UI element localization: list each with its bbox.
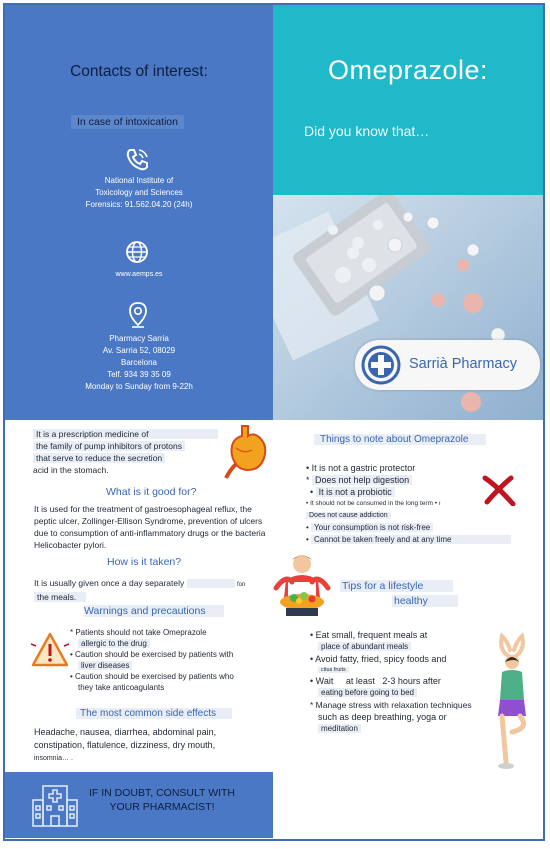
intro-line1: It is a prescription medicine of (33, 429, 218, 439)
tip-stress-1: Manage stress with relaxation techniques (315, 700, 472, 710)
note-item5: Does not cause addiction (306, 512, 391, 519)
pharmacy-line2: Av. Sarria 52, 08029 (102, 346, 176, 355)
note-item: * Does not help digestion (306, 474, 536, 486)
lifestyle-item: • Eat small, frequent meals at (310, 630, 428, 640)
side-effects-text (34, 726, 274, 765)
tip-meals-1: Eat small, frequent meals at (315, 630, 428, 640)
tip-avoid: Avoid fatty, fried, spicy foods and (315, 654, 447, 664)
warning-item3-line1: Caution should be exercised by patients who (75, 672, 234, 681)
page-title: Omeprazole: (327, 55, 489, 85)
taken-redaction (187, 579, 235, 588)
good-for-line4: Helicobacter pylori. (34, 540, 107, 550)
note-item2: Does not help digestion (312, 475, 412, 485)
lifestyle-item: * Manage stress with relaxation techniques (310, 700, 472, 710)
consult-line1: IF IN DOUBT, CONSULT WITH (88, 787, 236, 799)
side-effects-heading: The most common side effects (76, 708, 232, 719)
location-pin-icon (127, 301, 149, 329)
consult-banner (5, 772, 273, 838)
lifestyle-heading: Tips for a lifestyle (340, 580, 453, 592)
lifestyle-item: • Avoid fatty, fried, spicy foods and (310, 654, 447, 664)
intro-line2: the family of pump inhibitors of protons (33, 441, 185, 451)
note-item: • Your consumption is not risk-free (306, 522, 536, 534)
warning-item: • Caution should be exercised by patients with liver diseases (70, 650, 234, 670)
title-panel (273, 5, 543, 195)
toxicology-line1: National Institute of (104, 176, 174, 185)
notes-heading: Things to note about Omeprazole (314, 434, 486, 445)
good-for-line1: It is used for the treatment of gastroesophageal reflux, the (34, 504, 252, 514)
note-item: • Cannot be taken freely and at any time (306, 534, 536, 546)
red-x-icon (481, 474, 517, 506)
intro-line4: acid in the stomach. (33, 465, 109, 475)
warning-item1-line1: Patients should not take Omeprazole (75, 628, 207, 637)
pharmacy-line3: Barcelona (120, 358, 158, 367)
tip-wait-3: 2-3 hours after (382, 676, 441, 686)
note-item3: It is not a probiotic (316, 487, 395, 497)
taken-line1-tail: fon (237, 582, 246, 588)
consult-message (57, 786, 267, 814)
globe-icon (124, 239, 150, 265)
good-for-line2: peptic ulcer, Zollinger-Ellison Syndrome, prevention of ulcers (34, 516, 263, 526)
tip-meals-note: citus fruits (318, 667, 349, 673)
warning-item1-line2: allergic to the drug (78, 639, 150, 648)
taken-line2: the meals. (34, 592, 86, 602)
note-item: • It should not be consumed in the long term • ı (306, 500, 441, 507)
note-item6: Your consumption is not risk-free (311, 523, 433, 532)
warning-item2-line2: liver diseases (78, 661, 132, 670)
contacts-title: Contacts of interest: (70, 63, 208, 80)
note-item7: Cannot be taken freely and at any time (311, 535, 511, 544)
note-item4: It should not be consumed in the long term (310, 500, 433, 507)
intro-line3: that serve to reduce the secretion (33, 453, 165, 463)
pharmacy-line5: Monday to Sunday from 9-22h (85, 382, 193, 391)
pharmacy-line4: Telf. 934 39 35 09 (107, 370, 171, 379)
good-for-text (34, 503, 274, 551)
pharmacy-contact (39, 333, 239, 393)
tip-wait-4: eating before going to bed (318, 688, 417, 697)
toxicology-line2: Toxicology and Sciences (95, 188, 183, 197)
lifestyle-heading-2: healthy (392, 595, 458, 607)
website-link[interactable]: www.aemps.es (115, 271, 163, 278)
page-subtitle: Did you know that… (304, 123, 430, 139)
tip-stress-2: such as deep breathing, yoga or (318, 712, 447, 722)
contacts-panel (5, 5, 273, 420)
healthy-food-person-icon (272, 552, 336, 618)
tip-wait-1: Wait (315, 676, 334, 686)
phone-icon (123, 146, 151, 174)
pharmacy-cross-icon (361, 345, 401, 385)
warning-item3-line2: they take anticoagulants (78, 683, 165, 692)
logo-name: Sarrià Pharmacy (409, 356, 517, 372)
side-effects-line3: insomnia… . (34, 755, 73, 762)
toxicology-line3: Forensics: 91.562.04.20 (24h) (85, 200, 193, 209)
yoga-person-icon (488, 632, 536, 772)
warning-item: * Patients should not take Omeprazole allergic to the drug (70, 628, 207, 648)
pharmacy-logo (355, 340, 540, 390)
tip-stress-3: meditation (318, 724, 361, 733)
intoxication-label: In case of intoxication (71, 115, 184, 129)
side-effects-line2: constipation, flatulence, dizziness, dry mouth, (34, 740, 216, 750)
taken-heading: How is it taken? (107, 556, 182, 568)
tip-wait-2: at least (345, 676, 375, 686)
warnings-list (70, 627, 270, 693)
good-for-line3: due to consumption of anti-inflammatory drugs or the bacteria (34, 528, 266, 538)
warning-item2-line1: Caution should be exercised by patients with (75, 650, 234, 659)
good-for-heading: What is it good for? (106, 486, 197, 498)
warning-icon (30, 630, 70, 670)
note-item: • It is not a gastric protector (306, 463, 416, 473)
taken-text (34, 577, 274, 603)
warning-item: • Caution should be exercised by patients who they take anticoagulants (70, 672, 234, 692)
taken-line1: It is usually given once a day separately (34, 578, 185, 588)
note-item (306, 510, 536, 522)
note-item1: It is not a gastric protector (311, 463, 416, 473)
pharmacy-line1: Pharmacy Sarria (109, 334, 169, 343)
toxicology-contact (39, 175, 239, 211)
consult-line2: YOUR PHARMACIST! (109, 801, 215, 813)
stomach-icon (222, 424, 270, 480)
lifestyle-list (310, 629, 510, 735)
intro-paragraph (33, 428, 233, 476)
side-effects-line1: Headache, nausea, diarrhea, abdominal pain, (34, 727, 217, 737)
warnings-heading: Warnings and precautions (84, 605, 224, 617)
tip-meals-2: place of abundant meals (318, 642, 411, 651)
lifestyle-item: • Wait at least 2-3 hours after (310, 676, 441, 686)
note-item: • It is not a probiotic (306, 486, 536, 498)
